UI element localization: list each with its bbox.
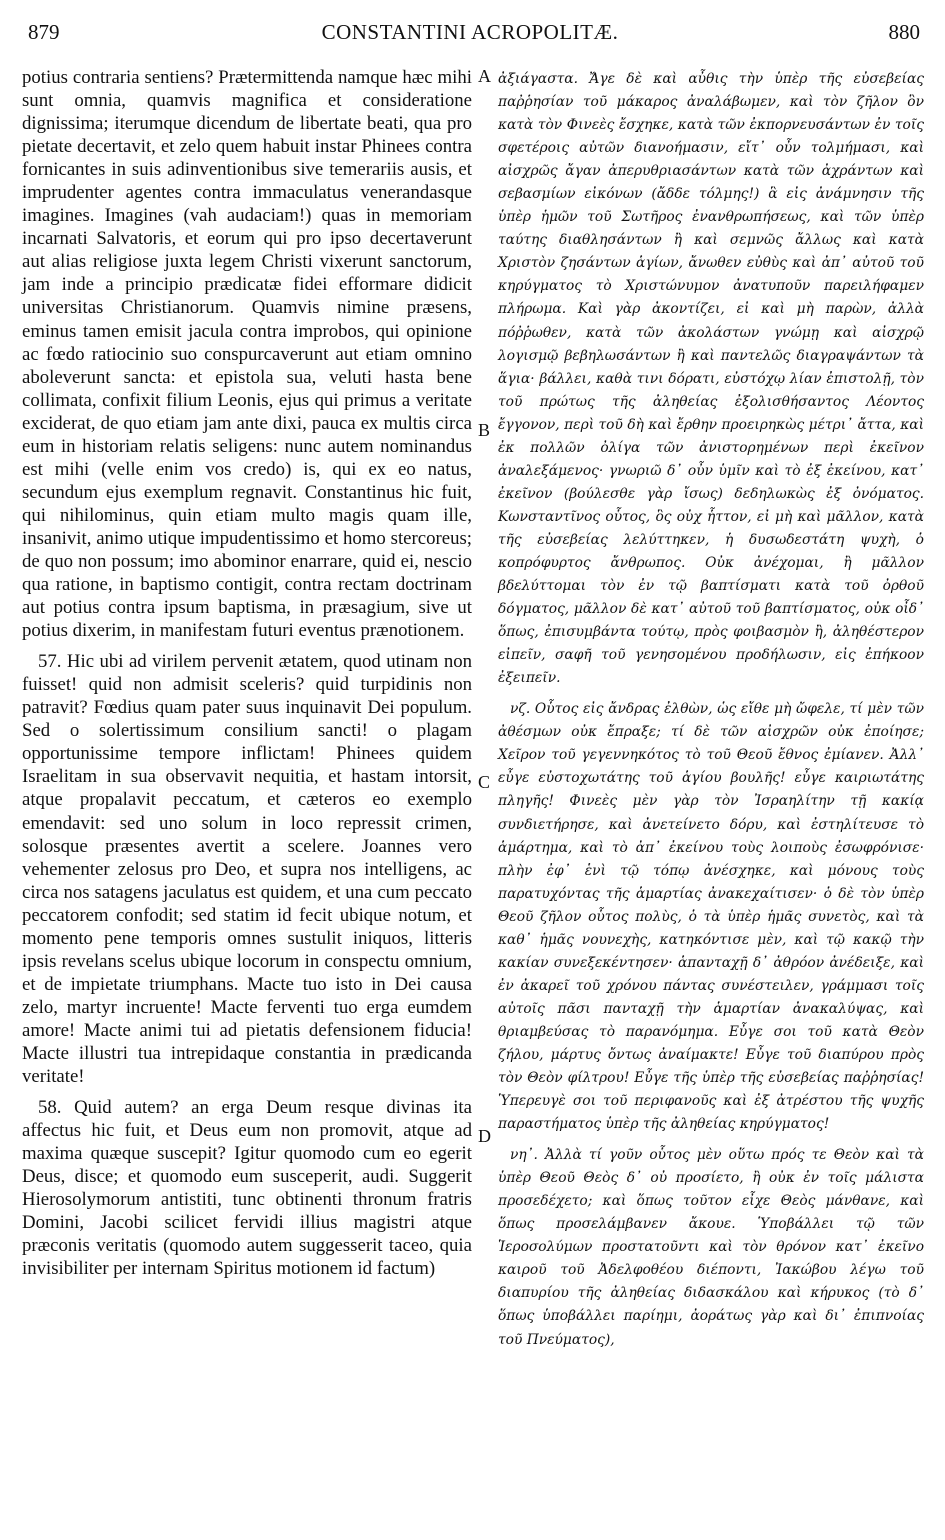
greek-paragraph-58: νη᾽. Ἀλλὰ τί γοῦν οὗτος μὲν οὕτω πρός τε Θεὸν καὶ τὰ ὑπὲρ Θεοῦ Θεὸς δ᾽ οὐ προσίετο, ἢ οὐκ ἐν τοῖς μάλιστα προσεδέχετο; καὶ ὅπως τοῦτον εἶχε Θεὸς μάνθανε, καὶ ὅπως προσελάμβανεν ἄκουε. Ὑποβάλλει τῷ τῶν Ἱεροσολύμων προστατοῦντι καὶ τὸν θρόνον κατ᾽ ἐκεῖνο καιροῦ τοῦ Ἀδελφοθέου διέποντι, Ἰακώβου λέγω τοῦ διαπυρίου τῆς ἀληθείας διδασκάλου καὶ κήρυκος (τὸ δ᾽ ὅπως ὑποβάλλει παρίημι, ἀοράτως γὰρ καὶ δι᾽ ἐπιπνοίας τοῦ Πνεύματος), bbox=[498, 1147, 924, 1348]
latin-paragraph-57: 57. Hic ubi ad virilem pervenit ætatem, quod utinam non fuisset! quid non admisit sceleris? quid turpidinis non patravit? Fœdius quam pater suus inquinavit Dei populum. Sed o solertissimum consilium sancti! o plagam opportunissime tempore inflictam! Phinees quidem Israelitam in sua observavit nequitia, et hastam intorsit, atque propalavit peccatum, et cæteros eo exemplo emendavit: sed uno solum in loco repressit crimen, solosque præsentes avertit a scelere. Joannes vero vehementer zelosus pro Deo, et supra nos intelligens, ac circa nos satagens jaculatus est quidem, et una cum peccato peccatorem confodit; sed statim id fecit ubique notum, et momento pene temporis omnes sustulit iniquos, litteris ipsis revelans scelus ubique locorum in conspectu omnium, et de impietate triumphans. Macte tuo isto in Dei causa zelo, martyr incruente! Macte ferventi tuo erga eumdem amore! Macte animi tui ad pietatis defensionem fiducia! Macte illustri tua intrepidaque constantia in prædicanda veritate! bbox=[22, 651, 472, 1088]
latin-paragraph-58: 58. Quid autem? an erga Deum resque divinas ita affectus hic fuit, et Deus eum non promovit, atque ad maxima quæque suscepit? Igitur quomodo cum eo egerit Deus, disce; et quomodo eum susceperit, audi. Suggerit Hierosolymorum antistiti, tunc obtinenti thronum fratris Domini, Jacobi scilicet fervidi illius magistri atque præconis veritatis (quomodo autem suggesserit taceo, quia invisibiliter per internam Spiritus motionem id factum) bbox=[22, 1097, 472, 1280]
margin-marker-a: A bbox=[478, 66, 491, 86]
right-page-number: 880 bbox=[888, 20, 920, 44]
latin-paragraph-1: potius contraria sentiens? Prætermittenda namque hæc mihi sunt omnia, quamvis magnifica et consideratione dignissima; iterumque dicendum de libertate beati, qua pro pietate decertavit, et zelo quem habuit instar Phinees contra fornicantes in suis adinventionibus sive temerariis ausis, et imprudenter agentes contra immaculatus venerandasque imagines. Imagines (vah audaciam!) quas in memoriam incarnati Salvatoris, et eorum qui pro ipso decertaverunt aut alias religiose juxta legem Christi vixerunt sanctorum, jam inde a principio prædicatæ fidei efformare didicit universitas Christianorum. Quamvis nimine præsens, eminus tamen emisit jacula contra improbos, qui opinione ac fœdo ratiocinio suo conspurcaverunt aut etiam omnino aboleverunt sancta: et epistola sua, veluti hasta bene collimata, confixit filium Leonis, ejus qui primus a veritate exciderat, de quo etiam jam ante dixi, pauca ex multis circa eum in historiam relatis seligens: nunc autem nominandus est mihi (velle enim vos credo) is, qui ex eo natus, secundum ejus exemplum regnavit. Constantinus hic fuit, qui nihilominus, quin etiam multo magis quam ille, insanivit, animo utique impudentissimo et homo stercoreus; de quo non possum; imo abominor enarrare, quid ei, nescio qua ratione, in baptismo contigit, contra rectam doctrinam aut potius contra ipsum baptisma, in præsagium, sive ut potius dixerim, in manifestam futuri eventus prænotionem. bbox=[22, 67, 472, 642]
latin-column bbox=[22, 66, 472, 1280]
margin-marker-b: B bbox=[478, 420, 491, 440]
greek-paragraph-1: ἀξιάγαστα. Ἄγε δὲ καὶ αὖθις τὴν ὑπὲρ τῆς εὐσεβείας παῤῥησίαν τοῦ μάκαρος ἀναλάβωμεν, καὶ τὸν ζῆλον ὃν κατὰ τὸν Φινεὲς ἔσχηκε, κατὰ τῶν ἐκπορνευσάντων ἐν τοῖς σφετέροις αὐτῶν διανοήμασιν, εἴτ᾽ οὖν τολμήμασι, καὶ αἰσχρῶς ἄγαν ἀπερυθριασάντων κατὰ τῶν ἀχράντων καὶ σεβασμίων εἰκόνων (ἄδδε τόλμης!) ἃ εἰς ἀνάμνησιν τῆς ὑπὲρ ἡμῶν τοῦ Σωτῆρος ἐνανθρωπήσεως, καὶ τῶν ὑπὲρ ταύτης διαθλησάντων ἢ καὶ σεμνῶς ἄλλως καὶ κατὰ Χριστὸν ζησάντων ἁγίων, ἄνωθεν εὐθὺς καὶ ἀπ᾽ αὐτοῦ τοῦ κηρύγματος τὸ Χριστώνυμον ἀνατυποῦν παρειλήφαμεν πλήρωμα. Καὶ γὰρ ἀκοντίζει, εἰ καὶ μὴ παρὼν, ἀλλὰ πόῤῥωθεν, κατὰ τῶν ἀκολάστων γνώμῃ καὶ αἰσχρῷ λογισμῷ βεβηλωσάντων ἢ καὶ παντελῶς διαγραψάντων τὰ ἅγια· βάλλει, καθὰ τινι δόρατι, εὐστόχῳ λίαν ἐπιστολῇ, τὸν τοῦ πρώτως τῆς ἀληθείας ἐξολισθήσαντος Λέοντος ἔγγονον, περὶ τοῦ δὴ καὶ ἔρθην προειρηκὼς μέτρι᾽ ἄττα, καὶ ἐκ πολλῶν ὀλίγα τῶν ἀνιστορημένων περὶ ἐκεῖνον ἀναλεξάμενος· γνωριῶ δ᾽ οὖν ὑμῖν καὶ τὸ ἐξ ἐκείνου, κατ᾽ ἐκεῖνον (βούλεσθε γὰρ ἴσως) δεδηλωκὼς ἐξ ὀνόματος. Κωνσταντῖνος οὗτος, ὃς οὐχ ἧττον, εἰ μὴ καὶ μᾶλλον, κατὰ τῆς εὐσεβείας λελύττηκεν, ἡ δυσωδεστάτη ψυχὴ, ὁ κοπρόφυρτος ἄνθρωπος. Οὐκ ἀνέχομαι, ἢ μᾶλλον βδελύττομαι τὸν ἐν τῷ βαπτίσματι κατὰ τοῦ ὀρθοῦ δόγματος, μᾶλλον δὲ κατ᾽ αὐτοῦ τοῦ βαπτίσματος, οὐκ οἶδ᾽ ὅπως, ἐπισυμβάντα τούτῳ, πρὸς φοιβασμὸν ἢ, ἀληθέστερον εἰπεῖν, σαφῆ τοῦ γενησομένου προδήλωσιν, εἰς ἐπήκοον ἐξειπεῖν. bbox=[498, 71, 924, 687]
page-header bbox=[20, 8, 920, 48]
margin-marker-d: D bbox=[478, 1126, 491, 1146]
greek-column bbox=[498, 68, 924, 1352]
left-page-number: 879 bbox=[28, 20, 60, 44]
running-title: CONSTANTINI ACROPOLITÆ. bbox=[321, 20, 619, 44]
margin-marker-c: C bbox=[478, 772, 491, 792]
greek-paragraph-57: νζ. Οὗτος εἰς ἄνδρας ἐλθὼν, ὡς εἴθε μὴ ὤφελε, τί μὲν τῶν ἀθέσμων οὐκ ἔπραξε; τί δὲ τῶν αἰσχρῶν οὐκ ἐποίησε; Χεῖρον τοῦ γεγεννηκότος τὸ τοῦ Θεοῦ ἔθνος ἐμίανεν. Ἀλλ᾽ εὖγε εὐστοχωτάτης τοῦ ἁγίου βουλῆς! εὖγε καιριωτάτης πληγῆς! Φινεὲς μὲν γὰρ τὸν Ἰσραηλίτην τῇ κακίᾳ συνδιετήρησε, καὶ ἀνετείνετο δόρυ, καὶ ἐστηλίτευσε τὸ ἁμάρτημα, καὶ τὸ ἀπ᾽ ἐκείνου τοὺς λοιποὺς ἐσωφρόνισε· πλὴν ἐφ᾽ ἑνὶ τῷ τόπῳ ἀνέσχηκε, καὶ μόνους τοὺς παρατυχόντας τῆς ἁμαρτίας ἀνακεχαίτισεν· ὁ δὲ τὸν ὑπὲρ Θεοῦ ζῆλον οὗτος πολὺς, ὁ τὰ ὑπὲρ ἡμᾶς συνετὸς, καὶ τὰ καθ᾽ ἡμᾶς νουνεχὴς, κατηκόντισε μὲν, καὶ τῷ κακῷ τὴν κακίαν συνεξεκέντησεν· ἁπανταχῇ δ᾽ ἀθρόον ἀνέδειξε, καὶ ἐν ἀκαρεῖ τοῦ χρόνου πάντας συνέστειλεν, γράμμασι τοῖς αὐτοῖς πᾶσι πανταχῇ τὴν ἁμαρτίαν ἀνακαλύψας, καὶ θριαμβεύσας τὸ παρανόμημα. Εὖγε σοι τοῦ κατὰ Θεὸν ζήλου, μάρτυς ὄντως ἀναίμακτε! Εὖγε τοῦ διαπύρου πρὸς τὸν Θεὸν φίλτρου! Εὖγε τῆς ὑπὲρ τῆς εὐσεβείας παῤῥησίας! Ὑπερευγὲ σοι τοῦ περιφανοῦς καὶ ἐξ ἀτρέστου τῆς ψυχῆς παραστήματος ὑπὲρ τῆς ἀληθείας κηρύγματος! bbox=[498, 701, 924, 1133]
